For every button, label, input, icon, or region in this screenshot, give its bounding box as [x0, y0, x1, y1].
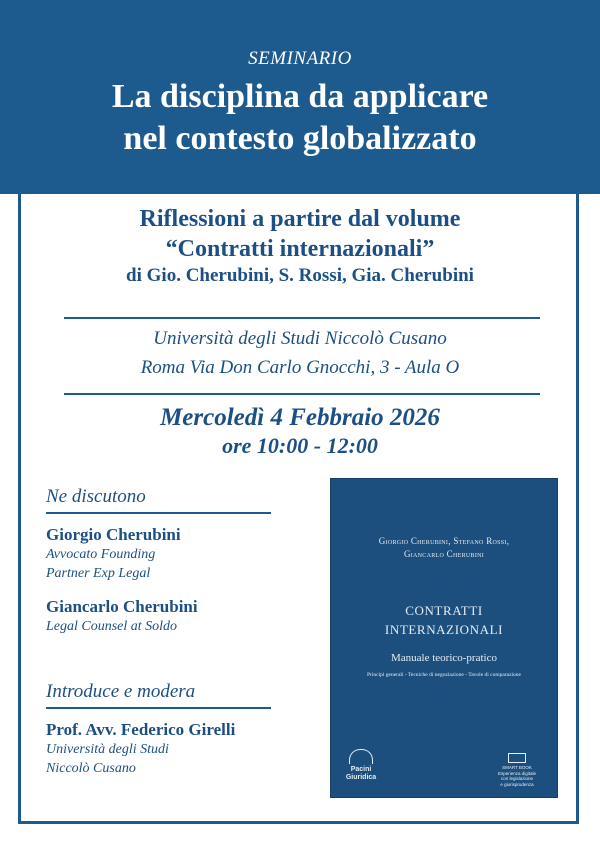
subtitle-line-2: “Contratti internazionali” — [165, 236, 435, 262]
moderator-heading: Introduce e modera — [46, 681, 196, 702]
event-title-line-1: La disciplina da applicare — [111, 78, 489, 115]
publisher-name: Pacini — [350, 766, 372, 773]
event-title-line-2: nel contesto globalizzato — [123, 120, 477, 157]
divider-bottom — [64, 393, 540, 395]
series-text: con legislazione — [500, 776, 534, 781]
event-type: SEMINARIO — [248, 48, 352, 69]
moderator — [46, 719, 316, 778]
book-cover-topics: Principi generali - Tecniche di negoziazione - Tavole di comparazione — [366, 672, 522, 678]
speaker-name: Giorgio Cherubini — [46, 525, 181, 544]
moderator-role: Università degli Studi — [46, 742, 169, 757]
speaker-role: Legal Counsel at Soldo — [46, 619, 178, 634]
discussants-section — [46, 485, 316, 636]
book-cover-title — [341, 601, 547, 639]
book-authors-credit: di Gio. Cherubini, S. Rossi, Gia. Cherubini — [126, 265, 474, 286]
series-text: SMART BOOK — [502, 765, 532, 770]
moderator-heading-rule — [46, 707, 271, 709]
publisher-name: Giuridica — [345, 774, 377, 781]
series-badge-icon — [508, 753, 526, 763]
venue-address: Roma Via Don Carlo Gnocchi, 3 - Aula O — [140, 357, 460, 378]
publisher-logo-icon — [349, 749, 373, 764]
speaker-name: Giancarlo Cherubini — [46, 597, 198, 616]
divider-top — [64, 317, 540, 319]
book-cover-title-line: INTERNAZIONALI — [384, 622, 504, 637]
speaker — [46, 596, 316, 636]
subtitle-line-1: Riflessioni a partire dal volume — [139, 206, 461, 232]
book-cover-subtitle: Manuale teorico-pratico — [391, 652, 497, 664]
speaker-role: Avvocato Founding — [46, 547, 156, 562]
moderator-section — [46, 680, 316, 778]
series-badge — [491, 753, 543, 787]
book-cover-title-line: CONTRATTI — [405, 603, 483, 618]
venue-name: Università degli Studi Niccolò Cusano — [153, 328, 447, 349]
book-cover — [331, 479, 557, 797]
moderator-name: Prof. Avv. Federico Girelli — [46, 720, 236, 739]
book-cover-authors-line: Giorgio Cherubini, Stefano Rossi, — [378, 536, 510, 546]
series-text: Esperienza digitale — [497, 770, 537, 776]
speaker-role: Partner Exp Legal — [46, 566, 151, 581]
event-date: Mercoledì 4 Febbraio 2026 — [160, 404, 440, 431]
publisher-logo — [343, 749, 379, 782]
series-text: e giurisprudenza — [500, 781, 534, 787]
speaker — [46, 524, 316, 583]
discussants-heading: Ne discutono — [46, 486, 146, 507]
discussants-heading-rule — [46, 512, 271, 514]
moderator-role: Niccolò Cusano — [46, 761, 136, 776]
event-time: ore 10:00 - 12:00 — [222, 433, 378, 458]
book-cover-authors — [341, 535, 547, 561]
book-cover-authors-line: Giancarlo Cherubini — [403, 549, 485, 559]
